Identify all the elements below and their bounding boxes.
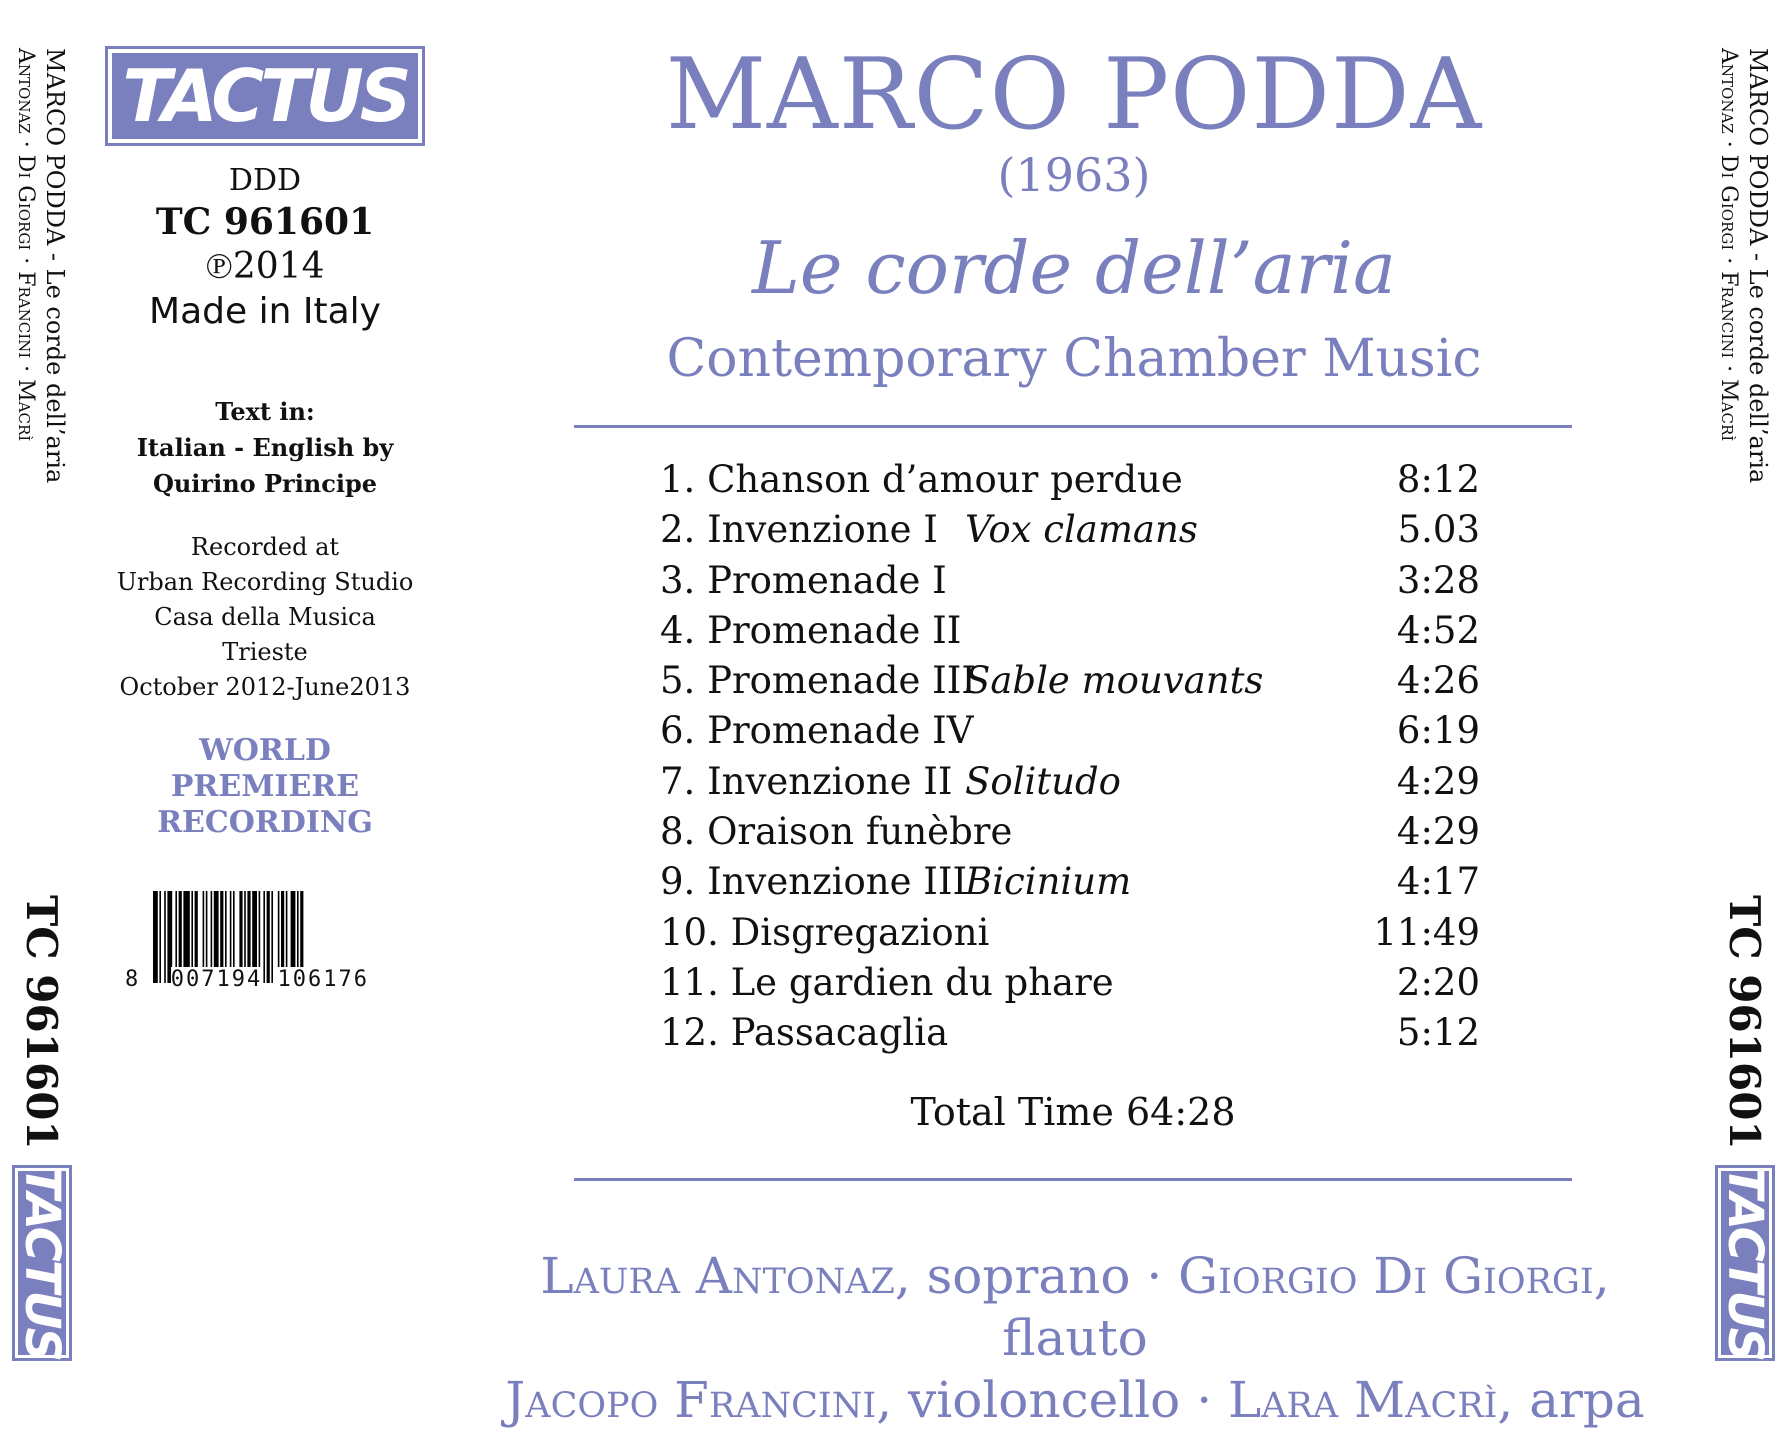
track-row xyxy=(660,606,1480,656)
track-title: 9. Invenzione III xyxy=(660,860,968,904)
performer-name: Lara Macrì xyxy=(1227,1371,1498,1429)
track-title: 10. Disgregazioni xyxy=(660,910,990,954)
performer-name: Laura Antonaz xyxy=(540,1247,895,1305)
barcode-digits: 8 007194 106176 xyxy=(125,967,369,992)
track-duration: 2:20 xyxy=(1396,960,1480,1004)
bottom-divider xyxy=(574,1178,1572,1181)
track-row xyxy=(660,656,1480,706)
spine-performers: Antonaz · Di Giorgi · Francini · Macrì xyxy=(13,48,38,442)
track-duration: 4:26 xyxy=(1396,659,1480,703)
track-row xyxy=(660,505,1480,555)
track-duration: 5:12 xyxy=(1396,1011,1480,1055)
track-duration: 6:19 xyxy=(1396,709,1480,753)
composer-years: (1963) xyxy=(997,148,1151,202)
track-row xyxy=(660,757,1480,807)
track-subtitle: Bicinium xyxy=(965,860,1132,904)
total-time: Total Time 64:28 xyxy=(910,1090,1236,1134)
text-in-block: Text in: Italian - English by Quirino Principe xyxy=(136,397,394,498)
track-row xyxy=(660,807,1480,857)
right-spine xyxy=(1703,0,1783,1394)
track-title: 11. Le gardien du phare xyxy=(660,960,1114,1004)
track-row xyxy=(660,857,1480,907)
performer-name: Giorgio Di Giorgi xyxy=(1178,1247,1594,1305)
main-header xyxy=(575,40,1573,394)
track-title: 12. Passacaglia xyxy=(660,1011,949,1055)
performers-line-2: Jacopo Francini, violoncello · Lara Macrì, arpa xyxy=(505,1371,1645,1429)
spine-catalog-number: TC 961601 xyxy=(17,895,66,1150)
track-title: 6. Promenade IV xyxy=(660,709,974,753)
composer-name: MARCO PODDA xyxy=(665,38,1483,152)
album-title: Le corde dell’aria xyxy=(752,226,1396,310)
phonogram-year: ℗2014 xyxy=(205,246,325,287)
performer-name: Jacopo Francini xyxy=(505,1371,877,1429)
track-duration: 4:29 xyxy=(1396,810,1480,854)
track-subtitle: Sable mouvants xyxy=(965,659,1264,703)
track-duration: 5.03 xyxy=(1397,508,1480,552)
left-spine xyxy=(0,0,80,1394)
track-title: 5. Promenade III xyxy=(660,659,976,703)
track-title: 3. Promenade I xyxy=(660,558,947,602)
track-duration: 4:17 xyxy=(1396,860,1480,904)
track-row xyxy=(660,958,1480,1008)
track-title: 2. Invenzione I xyxy=(660,508,938,552)
track-title: 1. Chanson d’amour perdue xyxy=(660,458,1183,501)
spine-logo: TACTUS xyxy=(14,1165,70,1361)
recording-info: Recorded at Urban Recording Studio Casa della Musica Trieste October 2012-June2013 xyxy=(116,533,414,701)
catalog-number: TC 961601 xyxy=(155,201,375,243)
spine-title: MARCO PODDA - Le corde dell’aria xyxy=(1744,48,1772,484)
track-title: 8. Oraison funèbre xyxy=(660,810,1013,854)
performers-line-1: Laura Antonaz, soprano · Giorgio Di Giorgi, flauto xyxy=(540,1247,1610,1367)
track-title: 7. Invenzione II xyxy=(660,759,953,803)
track-row xyxy=(660,1008,1480,1058)
track-row xyxy=(660,556,1480,606)
world-premiere-label: WORLD PREMIERE RECORDING xyxy=(157,733,373,840)
info-panel xyxy=(100,46,430,991)
made-in: Made in Italy xyxy=(149,291,381,332)
track-row xyxy=(660,908,1480,958)
top-divider xyxy=(574,425,1572,428)
track-row xyxy=(660,706,1480,756)
spine-performers: Antonaz · Di Giorgi · Francini · Macrì xyxy=(1716,48,1741,442)
spine-catalog-number: TC 961601 xyxy=(1720,895,1769,1150)
track-title: 4. Promenade II xyxy=(660,608,962,652)
spine-title-block xyxy=(1713,48,1773,548)
album-subtitle: Contemporary Chamber Music xyxy=(666,329,1482,389)
format-label: DDD xyxy=(228,163,302,198)
spine-title: MARCO PODDA - Le corde dell’aria xyxy=(41,48,69,484)
track-duration: 11:49 xyxy=(1373,910,1480,954)
barcode xyxy=(125,891,405,991)
track-duration: 4:52 xyxy=(1396,608,1480,652)
track-duration: 3:28 xyxy=(1396,558,1480,602)
track-subtitle: Solitudo xyxy=(965,759,1121,803)
track-duration: 8:12 xyxy=(1396,458,1480,501)
tactus-logo: TACTUS xyxy=(105,46,425,146)
track-duration: 4:29 xyxy=(1396,759,1480,803)
performers xyxy=(500,1245,1650,1431)
track-list xyxy=(660,455,1480,1059)
track-row xyxy=(660,455,1480,505)
track-subtitle: Vox clamans xyxy=(965,508,1198,552)
spine-logo: TACTUS xyxy=(1717,1165,1773,1361)
spine-title-block xyxy=(10,48,70,548)
